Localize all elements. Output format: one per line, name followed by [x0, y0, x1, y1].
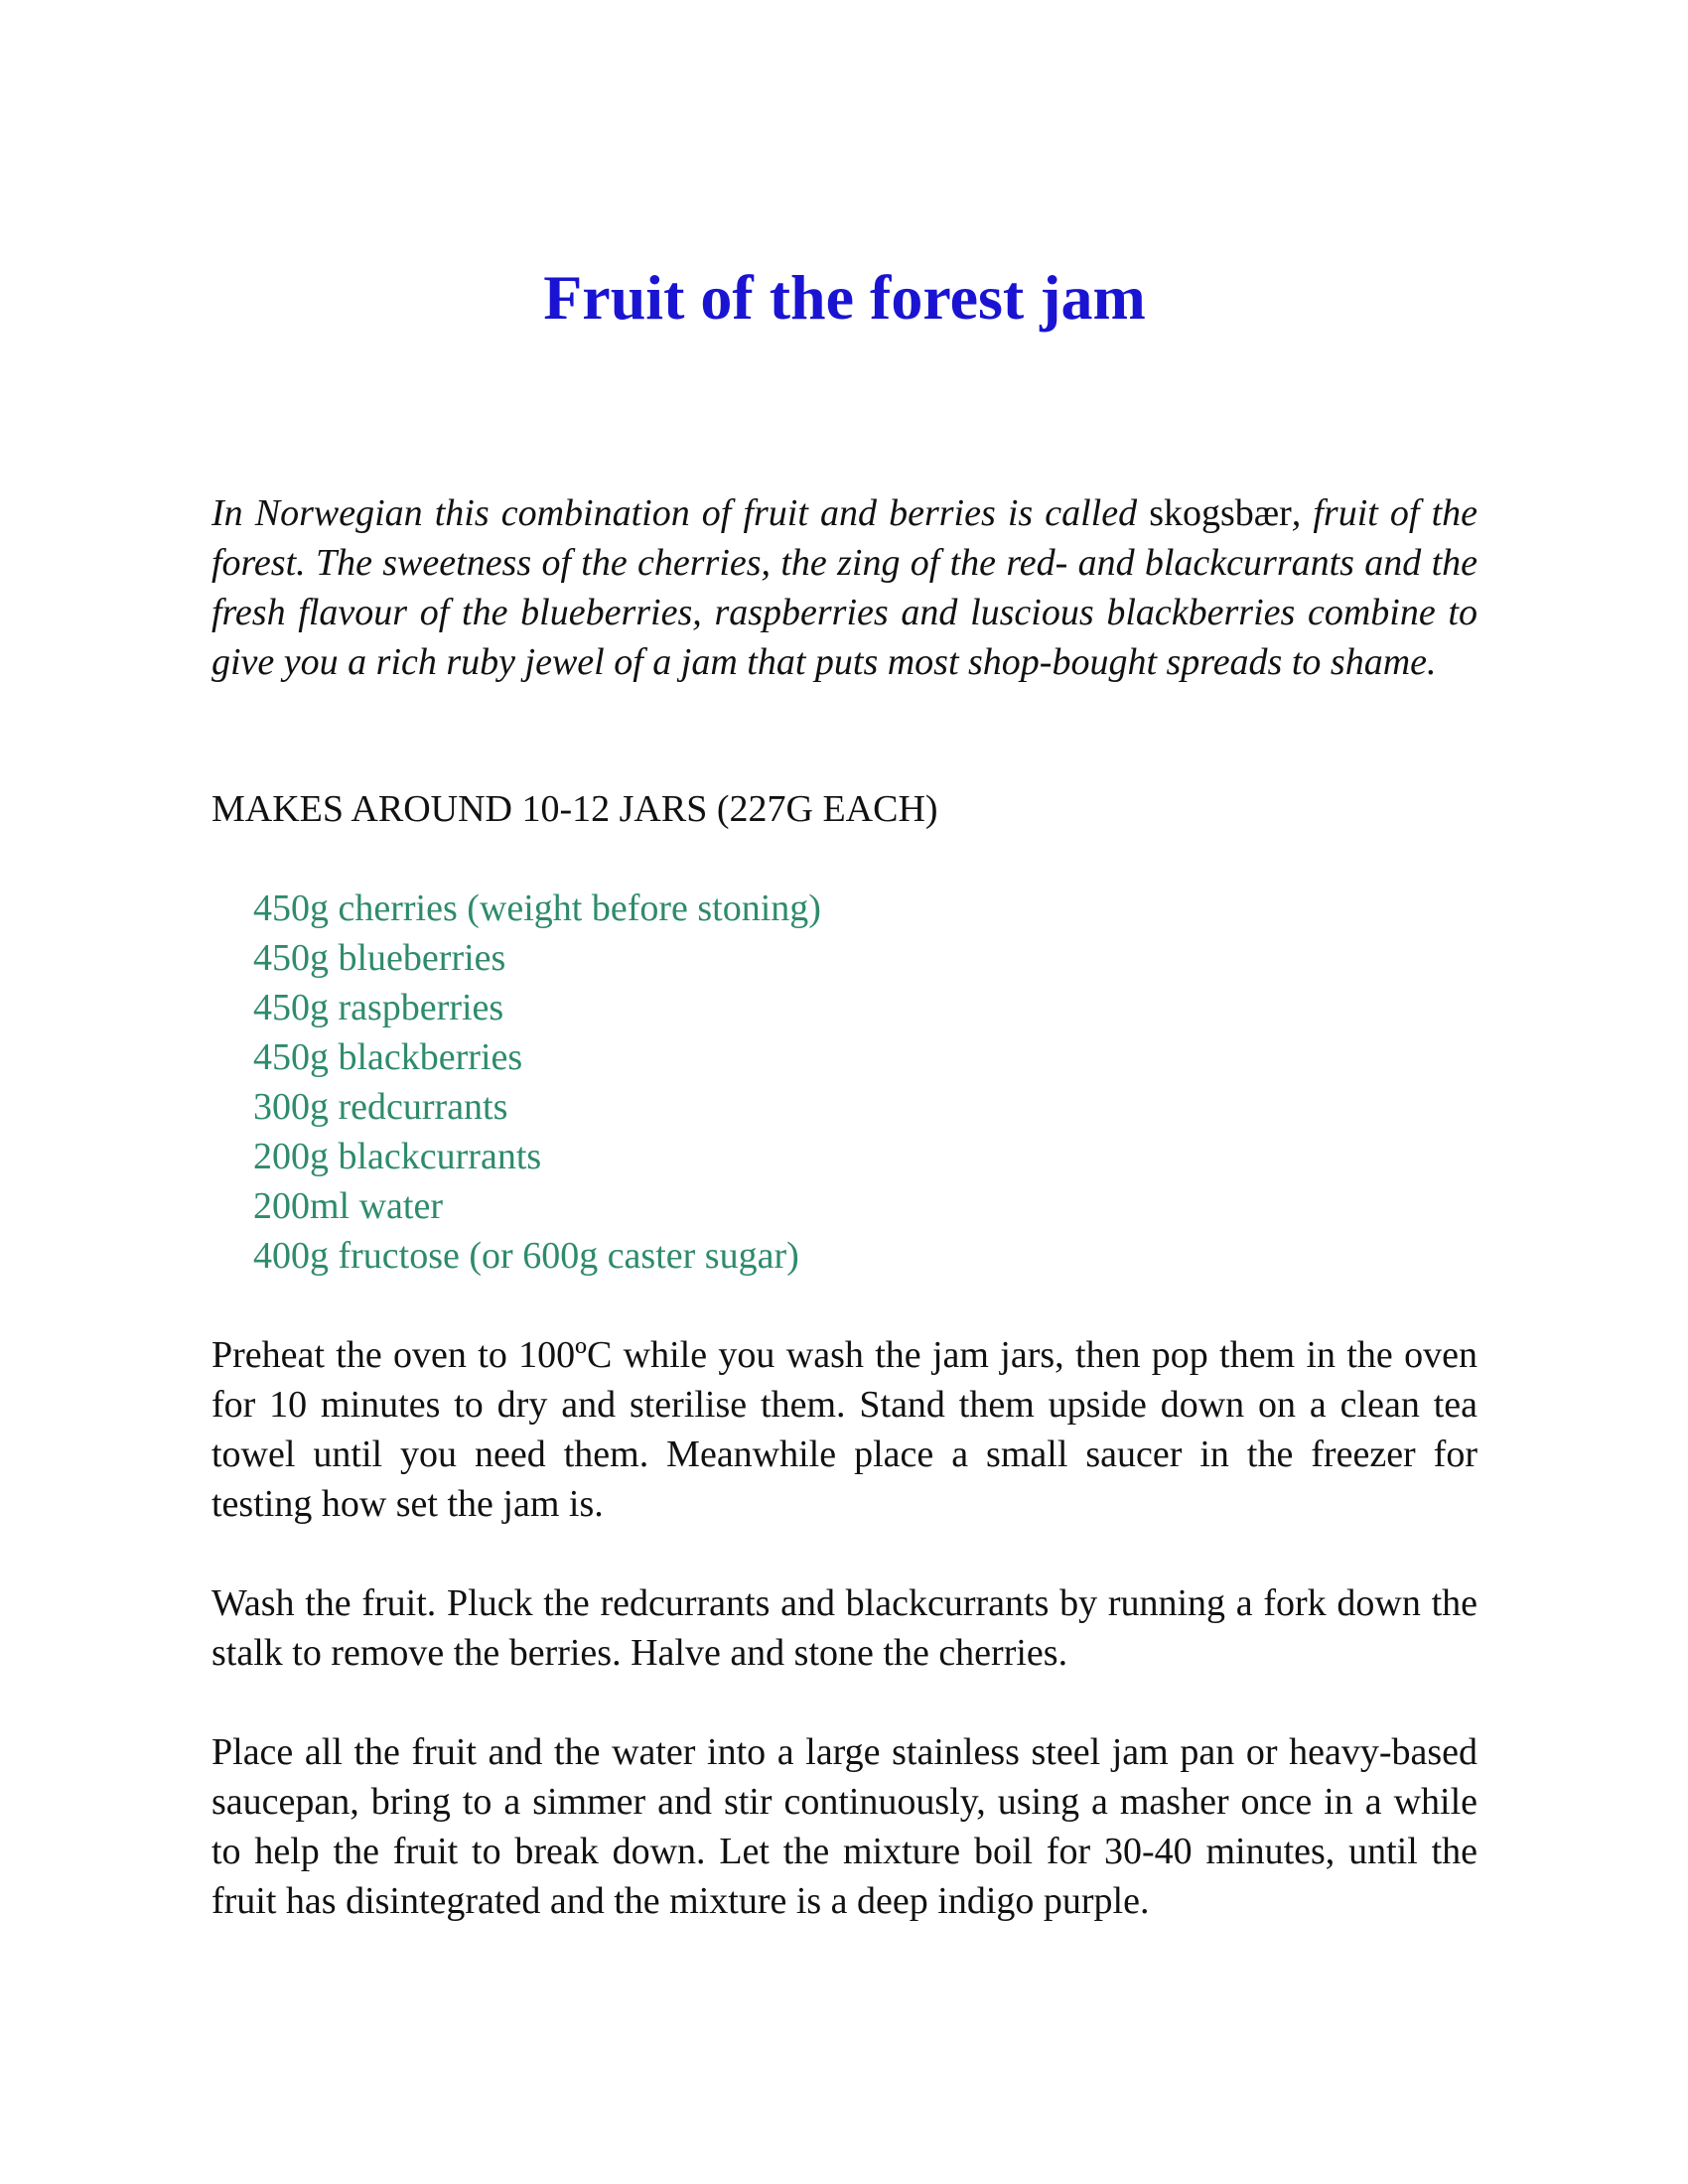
ingredient-item: 450g blackberries	[253, 1036, 523, 1078]
intro-paragraph	[211, 488, 1477, 687]
recipe-title: Fruit of the forest jam	[543, 262, 1146, 333]
ingredient-list	[253, 884, 821, 1281]
ingredient-item: 200ml water	[253, 1185, 444, 1227]
method-step-prepare-fruit: Wash the fruit. Pluck the redcurrants and blackcurrants by running a fork down the stalk to remove the berries. Halve and stone the cherries.	[211, 1582, 1477, 1674]
ingredient-item: 450g blueberries	[253, 937, 506, 979]
ingredient-item: 400g fructose (or 600g caster sugar)	[253, 1235, 799, 1277]
ingredient-item: 200g blackcurrants	[253, 1136, 542, 1177]
method-step-preheat: Preheat the oven to 100ºC while you wash the jam jars, then pop them in the oven for 10 minutes to dry and sterilise them. Stand them upside down on a clean tea towel until you need them. Meanwhile place a small saucer in the freezer for testing how set the jam is.	[211, 1334, 1477, 1525]
yield-line: MAKES AROUND 10-12 JARS (227G EACH)	[211, 788, 938, 830]
ingredient-item: 300g redcurrants	[253, 1086, 508, 1128]
intro-text-start: In Norwegian this combination of fruit and berries is called	[211, 492, 1138, 534]
norwegian-word: skogsbær	[1149, 492, 1292, 534]
method-step-boil: Place all the fruit and the water into a large stainless steel jam pan or heavy-based saucepan, bring to a simmer and stir continuously, using a masher once in a while to help the fruit to break down. Let the mixture boil for 30-40 minutes, until the fruit has disintegrated and the mixture is a deep indigo purple.	[211, 1731, 1477, 1922]
ingredient-item: 450g raspberries	[253, 987, 504, 1028]
intro-text-end: , fruit of the forest. The sweetness of the cherries, the zing of the red- and blackcurrants and the fresh flavour of the blueberries, raspberries and luscious blackberries combine to give you a rich ruby jewel of a jam that puts most shop-bought spreads to shame.	[211, 492, 1477, 683]
ingredient-item: 450g cherries (weight before stoning)	[253, 887, 821, 929]
